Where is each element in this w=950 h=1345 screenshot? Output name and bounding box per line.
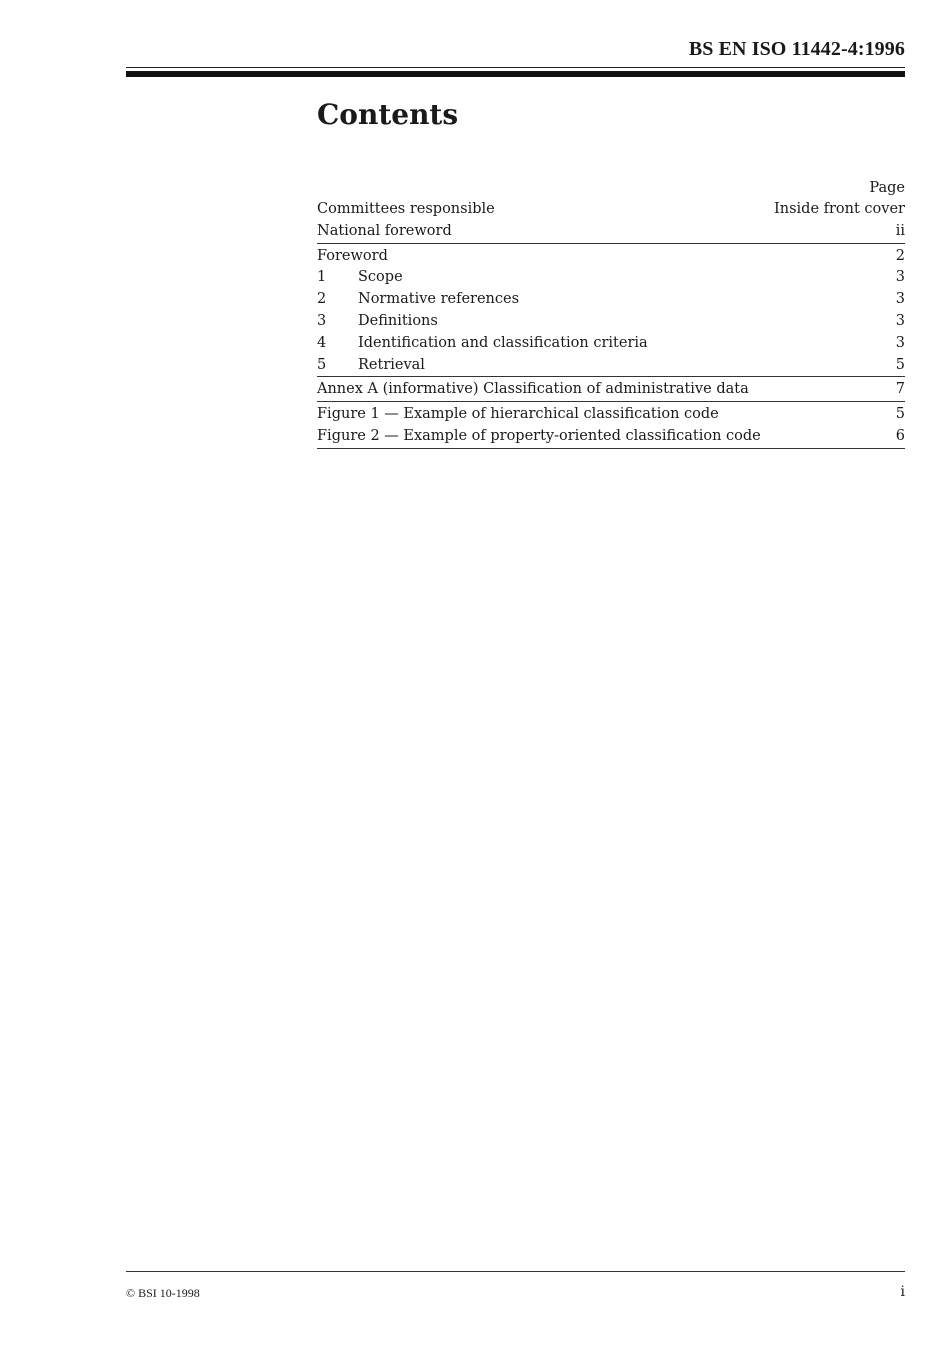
toc-entry-title: Foreword bbox=[317, 247, 388, 264]
toc-entry-title: Committees responsible bbox=[317, 201, 495, 217]
toc-entry-heading bbox=[317, 311, 438, 333]
toc-entry-number: 2 bbox=[317, 291, 327, 308]
toc-entry-number: 3 bbox=[317, 312, 327, 329]
toc-entry-title: Scope bbox=[358, 269, 403, 286]
toc-entry-heading bbox=[317, 289, 519, 311]
page-column-label: Page bbox=[869, 180, 905, 196]
toc-entry-page: 6 bbox=[895, 427, 905, 444]
document-id: BS EN ISO 11442-4:1996 bbox=[688, 38, 905, 60]
toc-entry-page: 3 bbox=[895, 291, 905, 308]
toc-entry[interactable] bbox=[317, 379, 905, 402]
toc-entry-page: 3 bbox=[895, 334, 905, 351]
toc-entry-number: 5 bbox=[317, 356, 327, 373]
footer-rule bbox=[126, 1271, 905, 1272]
page-title: Contents bbox=[317, 98, 459, 131]
toc-entry[interactable] bbox=[317, 289, 905, 311]
toc-entry[interactable] bbox=[317, 426, 905, 449]
toc-entry[interactable] bbox=[317, 267, 905, 289]
toc-entry[interactable] bbox=[317, 333, 905, 355]
toc-entry-title: Normative references bbox=[358, 291, 520, 308]
header-rule-thin bbox=[126, 67, 905, 68]
toc-entry[interactable] bbox=[317, 404, 905, 426]
toc-entry-number: 1 bbox=[317, 269, 327, 286]
toc-entry-title: Figure 1 — Example of hierarchical classification code bbox=[317, 406, 719, 423]
toc-entry[interactable] bbox=[317, 199, 905, 221]
toc-entry-page: ii bbox=[895, 222, 905, 239]
toc-entry-page: 2 bbox=[895, 247, 905, 264]
copyright-notice: © BSI 10-1998 bbox=[126, 1286, 200, 1300]
table-of-contents bbox=[317, 177, 905, 449]
toc-entry-heading bbox=[317, 267, 403, 289]
toc-entry-page: 5 bbox=[895, 356, 905, 373]
toc-entry[interactable] bbox=[317, 311, 905, 333]
toc-entry-page: 3 bbox=[895, 312, 905, 329]
toc-entry[interactable] bbox=[317, 246, 905, 268]
toc-entry-title: Identification and classification criteria bbox=[358, 334, 648, 351]
toc-entry-heading bbox=[317, 333, 648, 355]
toc-entry-page: 3 bbox=[895, 269, 905, 286]
toc-entry[interactable] bbox=[317, 221, 905, 244]
toc-entry-number: 4 bbox=[317, 334, 327, 351]
toc-entry-title: Annex A (informative) Classification of administrative data bbox=[317, 381, 749, 398]
toc-entry-title: Definitions bbox=[358, 312, 438, 329]
toc-entry[interactable] bbox=[317, 355, 905, 378]
toc-entry-title: Figure 2 — Example of property-oriented classification code bbox=[317, 427, 761, 444]
toc-entry-heading bbox=[317, 355, 425, 377]
page-number: i bbox=[900, 1284, 905, 1300]
toc-entry-title: National foreword bbox=[317, 222, 452, 239]
header-rule-thick bbox=[126, 71, 905, 77]
toc-entry-page: 5 bbox=[895, 406, 905, 423]
toc-entry-title: Retrieval bbox=[358, 356, 425, 373]
toc-entry-page: 7 bbox=[895, 381, 905, 398]
toc-entry-page: Inside front cover bbox=[774, 201, 905, 217]
